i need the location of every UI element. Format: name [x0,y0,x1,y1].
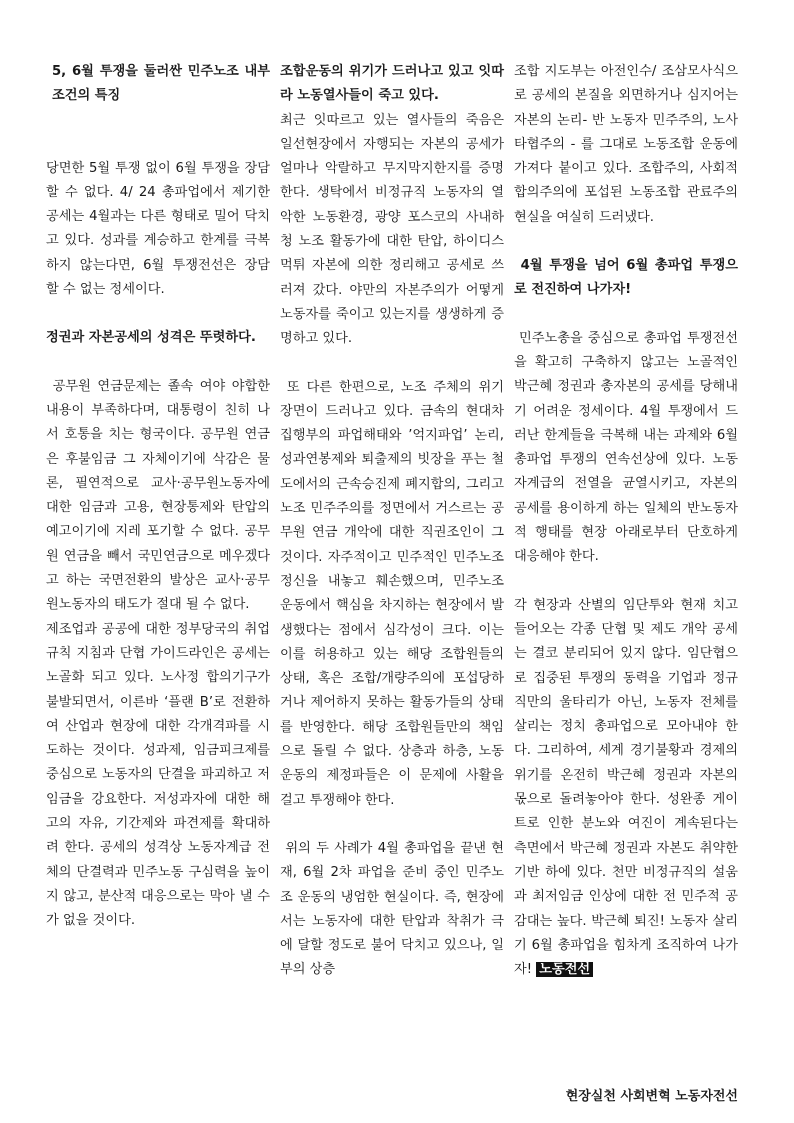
column-3 [514,60,743,982]
section-heading: 조합운동의 위기가 드러나고 있고 잇따라 노동열사들이 죽고 있다. [280,64,504,104]
paragraph: 공무원 연금문제는 졸속 여야 야합한 내용이 부족하다며, 대통령이 친히 나서 호통을 치는 형국이다. 공무원 연금은 후불임금 그 자체이기에 삭감은 물론, 필연적으로 교사·공무원노동자에 대한 임금과 고용, 현장통제와 탄압의 예고이기에 지레 포기할 수 없다. 공무원 연금을 빼서 국민연금으로 메우겠다고 하는 국면전환의 발상은 교사·공무원노동자의 태도가 절대 될 수 없다. [46,378,275,613]
paragraph: 제조업과 공공에 대한 정부당국의 취업규칙 지침과 단협 가이드라인은 공세는 노골화 되고 있다. 노사정 합의기구가 불발되면서, 이른바 ‘플랜 B’로 전환하여 산업과 현장에 대한 각개격파를 시도하는 것이다. 성과제, 임금피크제를 중심으로 노동자의 단결을 파괴하고 저임금을 강요한다. 저성과자에 대한 해고의 자유, 기간제와 파견제를 확대하려 한다. 공세의 성격상 노동자계급 전체의 단결력과 민주노동 구심력을 높이지 않고, 분산적 대응으로는 막아 낼 수가 없을 것이다. [46,621,270,929]
paragraph: 또 다른 한편으로, 노조 주체의 위기 장면이 드러나고 있다. 금속의 현대차 집행부의 파업해태와 ’억지파업’ 논리, 성과연봉제와 퇴출제의 빗장을 푸는 철도에서의 근속승진제 폐지합의, 그리고 노조 민주주의를 정면에서 거스르는 공무원 연금 개악에 대한 직권조인이 그것이다. 자주적이고 민주적인 민주노조 정신을 내놓고 훼손했으며, 민주노조 운동에서 핵심을 차지하는 현장에서 발생했다는 점에서 심각성이 크다. 이는 이를 허용하고 있는 해당 조합원들의 상태, 혹은 조합/개량주의에 포섭당하거나 제어하지 못하는 활동가들의 상태를 반영한다. 해당 조합원들만의 책임으로 돌릴 수 없다. 상층과 하층, 노동운동의 제정파들은 이 문제에 사활을 걸고 투쟁해야 한다. [280,379,509,808]
paragraph: 최근 잇따르고 있는 열사들의 죽음은 일선현장에서 자행되는 자본의 공세가 얼마나 악랄하고 무지막지한지를 증명한다. 생탁에서 비정규직 노동자의 열악한 노동환경, 광양 포스코의 사내하청 노조 활동가에 대한 탄압, 하이디스 먹튀 자본에 의한 정리해고 공세로 쓰러져 갔다. 야만의 자본주의가 어떻게 노동자를 죽이고 있는지를 생생하게 증명하고 있다. [280,112,504,347]
paragraph: 위의 두 사례가 4월 총파업을 끝낸 현재, 6월 2차 파업을 준비 중인 민주노조 운동의 냉엄한 현실이다. 즉, 현장에서는 노동자에 대한 탄압과 착취가 극에 달할 정도로 불어 닥치고 있으나, 일부의 상층 [280,840,504,978]
paragraph: 조합 지도부는 아전인수/ 조삼모사식으로 공세의 본질을 외면하거나 심지어는 자본의 논리- 반 노동자 민주주의, 노사 타협주의 - 를 그대로 노동조합 운동에 가져다 붙이고 있다. 조합주의, 사회적 합의주의에 포섭된 노동조합 관료주의 현실을 여실히 드러냈다. [514,64,738,225]
section-heading: 5, 6월 투쟁을 둘러싼 민주노조 내부조건의 특징 [52,64,270,104]
column-2 [280,60,509,983]
section-heading: 정권과 자본공세의 성격은 뚜렷하다. [46,330,256,346]
footer-organization: 현장실천 사회변혁 노동자전선 [565,1089,738,1104]
section-heading: 4월 투쟁을 넘어 6월 총파업 투쟁으로 전진하여 나가자! [514,258,738,298]
organization-tag: 노동전선 [536,962,593,977]
paragraph: 민주노총을 중심으로 총파업 투쟁전선을 확고히 구축하지 않고는 노골적인 박근혜 정권과 총자본의 공세를 당해내기 어려운 정세이다. 4월 투쟁에서 드러난 한계들을 극복해 내는 과제와 6월 총파업 투쟁의 연속선상에 있다. 노동자계급의 전열을 균열시키고, 자본의 공세를 용이하게 하는 일체의 반노동자적 행태를 현장 아래로부터 단호하게 대응해야 한다. [514,330,743,565]
column-1 [46,60,275,934]
paragraph-text: 각 현장과 산별의 임단투와 현재 치고 들어오는 각종 단협 및 제도 개악 공세는 결코 분리되어 있지 않다. 임단협으로 집중된 투쟁의 동력을 기업과 정규직만의 울타리가 아닌, 노동자 전체를 살리는 정치 총파업으로 모아내야 한다. 그리하여, 세계 경기불황과 경제의 위기를 온전히 박근혜 정권과 자본의 몫으로 돌려놓아야 한다. 성완종 게이트로 인한 분노와 여진이 계속된다는 측면에서 박근혜 정권과 자본도 취약한 기반 하에 있다. 천만 비정규직의 설움과 최저임금 인상에 대한 전 민주적 공감대는 높다. 박근혜 퇴진! 노동자 살리기 6월 총파업을 힘차게 조직하여 나가자! [514,597,738,978]
paragraph [514,594,738,983]
paragraph: 당면한 5월 투쟁 없이 6월 투쟁을 장담할 수 없다. 4/ 24 총파업에서 제기한 공세는 4월과는 다른 형태로 밀어 닥치고 있다. 성과를 계승하고 한계를 극복하지 않는다면, 6월 투쟁전선은 장담 할 수 없는 정세이다. [46,160,270,298]
